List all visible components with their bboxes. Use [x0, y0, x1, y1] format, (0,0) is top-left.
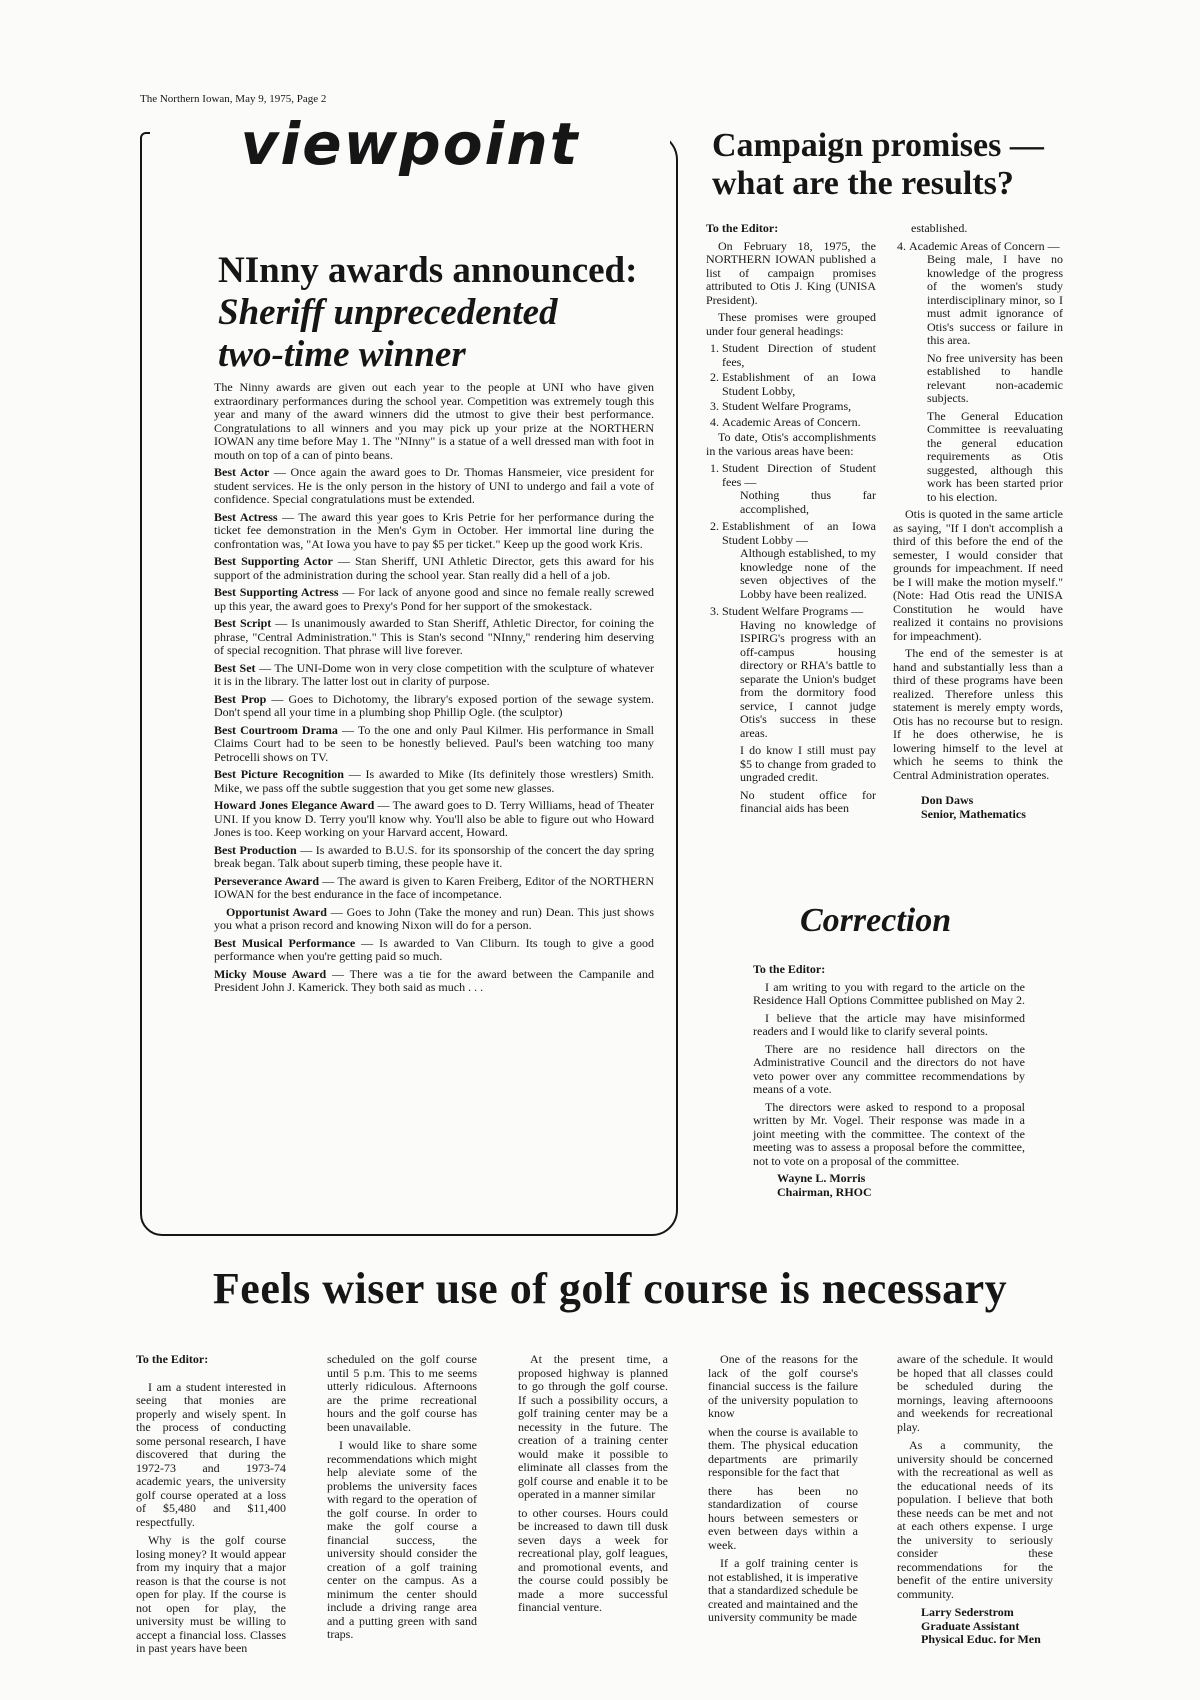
- signature-title: Chairman, RHOC: [777, 1184, 872, 1199]
- award-paragraph: [214, 511, 654, 552]
- list-item: 3. Student Welfare Programs,: [722, 400, 876, 414]
- correction-salutation: To the Editor:: [753, 962, 826, 976]
- award-text: — Goes to John (Take the money and run) Dean. This just shows you what a prison record and knowing Nixon will do for a person.: [214, 904, 654, 932]
- list-item: 2. Establishment of an Iowa Student Lobby,: [722, 371, 876, 398]
- campaign-paragraph: Otis is quoted in the same article as saying, "If I don't accomplish a third of this before the end of the semester, I would consider that grounds for impeachment. If need be I will make the motion myself." (Note: Had Otis read the UNISA Constitution he would have realized it contains no provisions for impeachment).: [893, 507, 1063, 643]
- ninny-article-body: [214, 381, 654, 999]
- result-title: Academic Areas of Concern —: [909, 238, 1060, 253]
- award-paragraph: [214, 937, 654, 964]
- result-title: Student Direction of Student fees —: [722, 461, 876, 489]
- campaign-results-list: [706, 462, 876, 816]
- award-name: Best Musical Performance: [214, 935, 356, 950]
- ninny-headline-line-2: Sheriff unprecedented: [218, 292, 558, 333]
- result-title: Establishment of an Iowa Student Lobby —: [722, 519, 876, 547]
- award-name: Best Set: [214, 660, 256, 675]
- award-text: — The award goes to D. Terry Williams, head of Theater UNI. If you know D. Terry you'll know why. You'll also be able to figure out who Howard Jones is too. Keep working on your Harvard accent, Howard.: [214, 798, 654, 839]
- award-text: — Goes to Dichotomy, the library's exposed portion of the sewage system. Don't spend all your time in a plumbing shop Phillip Ogle. (the sculptor): [214, 691, 655, 719]
- ninny-headline-line-3: two-time winner: [218, 334, 466, 375]
- list-item: 1. Student Direction of student fees,: [722, 342, 876, 369]
- award-paragraph: [214, 662, 654, 689]
- award-name: Best Production: [214, 842, 297, 857]
- award-text: — The UNI-Dome won in very close competition with the sculpture of whatever it is in the library. The latter lost out in clarity of purpose.: [214, 660, 654, 688]
- campaign-column-1: [706, 222, 876, 820]
- golf-column-3: [518, 1353, 668, 1620]
- result-text: Nothing thus far accomplished,: [740, 488, 876, 516]
- campaign-headings-list: [706, 342, 876, 429]
- golf-paragraph: scheduled on the golf course until 5 p.m. This to me seems utterly ridiculous. Afternoons are the prime recreational hours and the golf course has been unavailable.: [327, 1352, 477, 1434]
- campaign-results-list-continued: [893, 240, 1063, 505]
- page-folio: The Northern Iowan, May 9, 1975, Page 2: [140, 93, 327, 105]
- award-text: — Is awarded to Mike (Its definitely those wrestlers) Smith. Mike, we pass off the subtle suggestion that you get some new glasses.: [214, 767, 655, 795]
- result-title: Student Welfare Programs —: [722, 604, 864, 618]
- award-paragraph: [214, 875, 654, 902]
- award-text: — Stan Sheriff, UNI Athletic Director, gets this award for his support of the administration during the school year. Stan really did a hell of a job.: [214, 554, 654, 582]
- golf-paragraph: aware of the schedule. It would be hoped that all classes could be scheduled during the mornings, leaving afternooons and weekends for recreational play.: [897, 1352, 1053, 1434]
- award-name: Best Script: [214, 616, 272, 630]
- campaign-salutation: To the Editor:: [706, 221, 779, 235]
- list-item: [722, 605, 876, 816]
- award-text: — Once again the award goes to Dr. Thomas Hansmeier, vice president for student services. He is the only person in the history of UNI to undergo and fail a vote of confidence. Special congratulations must be extended.: [214, 465, 654, 506]
- award-name: Best Actor: [214, 465, 270, 479]
- result-text: established.: [911, 221, 968, 235]
- golf-paragraph: At the present time, a proposed highway is planned to go through the golf course. If such a possibility occurs, a golf training center may be a necessity in the future. The creation of a training center would make it possible to eliminate all classes from the golf course and enable it to be operated in a manner similar: [518, 1352, 668, 1501]
- golf-salutation: To the Editor:: [136, 1352, 209, 1366]
- list-item: [722, 462, 876, 516]
- award-paragraph: [214, 586, 654, 613]
- golf-paragraph: As a community, the university should be concerned with the recreational as well as the educational needs of its population. I believe that both these needs can be met and not at each others expense. I urge the university to seriously consider these recommendations for the benefit of the entire university community.: [897, 1438, 1053, 1601]
- ninny-intro: The Ninny awards are given out each year to the people at UNI who have given extraordinary performances during the school year. Competition was extremely tough this year and many of the award winners did the utmost to give their best performance. Congratulations to all winners and you may pick up your prize at the NORTHERN IOWAN any time before May 1. The "NInny" is a statue of a well dressed man with foot in mouth on top of a can of pinto beans.: [214, 380, 654, 462]
- award-name: Howard Jones Elegance Award: [214, 798, 375, 812]
- list-item: [722, 520, 876, 601]
- award-name: Best Supporting Actor: [214, 554, 333, 568]
- campaign-signature: [893, 794, 1063, 821]
- result-text: No free university has been established to handle relevant non-academic subjects.: [927, 350, 1063, 405]
- award-paragraph: [214, 555, 654, 582]
- award-name: Best Actress: [214, 509, 278, 524]
- correction-paragraph: I am writing to you with regard to the article on the Residence Hall Options Committee published on May 2.: [753, 979, 1025, 1007]
- result-text: I do know I still must pay $5 to change from graded to ungraded credit.: [740, 743, 876, 784]
- golf-paragraph: One of the reasons for the lack of the golf course's financial success is the failure of the university population to know: [708, 1352, 858, 1420]
- golf-column-2: [327, 1353, 477, 1647]
- award-paragraph: [214, 968, 654, 995]
- golf-paragraph: there has been no standardization of course hours between semesters or even between days within a week.: [708, 1483, 858, 1552]
- award-paragraph: [214, 693, 654, 720]
- campaign-paragraph: On February 18, 1975, the NORTHERN IOWAN published a list of campaign promises attributed to Otis J. King (UNISA President).: [706, 238, 876, 307]
- award-name: Micky Mouse Award: [214, 966, 327, 981]
- golf-paragraph: Why is the golf course losing money? It would appear from my inquiry that a major reason is that the course is not open for play. If the course is not open for play, the university must be willing to accept a financial loss. Classes in past years have been: [136, 1533, 286, 1655]
- award-text: — To the one and only Paul Kilmer. His performance in Small Claims Court had to be seen to be honestly believed. Paul's been watching too many Petrocelli shows on TV.: [214, 722, 654, 764]
- award-text: — Is awarded to B.U.S. for its sponsorship of the concert the day spring break began. Talk about superb timing, these people have it.: [214, 842, 654, 870]
- golf-paragraph: If a golf training center is not established, it is imperative that a standardized schedule be created and maintained and the university community be made: [708, 1556, 858, 1624]
- golf-headline: Feels wiser use of golf course is necessary: [212, 1264, 1008, 1313]
- golf-paragraph: when the course is available to them. The physical education departments are primarily responsible for the fact that: [708, 1424, 858, 1479]
- golf-paragraph: I am a student interested in seeing that monies are properly and wisely spent. In the process of conducting some personal research, I have discovered that during the 1972-73 and 1973-74 academic years, the university golf course operated at a loss of $5,480 and $11,400 respectfully.: [136, 1379, 286, 1529]
- correction-paragraph: The directors were asked to respond to a proposal written by Mr. Vogel. Their response was made in a joint meeting with the committee. The context of the meeting was to assess a proposal before the committee, not to vote on a proposal of the committee.: [753, 1099, 1025, 1168]
- campaign-headline-line-2: what are the results?: [712, 165, 1014, 202]
- campaign-column-2: [893, 222, 1063, 821]
- correction-paragraph: I believe that the article may have misinformed readers and I would like to clarify several points.: [753, 1010, 1025, 1038]
- award-text: — The award this year goes to Kris Petrie for her performance during the ticket fee demonstration in the Men's Gym in October. Her immortal line during the confrontation was, "At Iowa you have to pay $5 per ticket." Keep up the good work Kris.: [214, 509, 654, 551]
- result-text: The General Education Committee is reevaluating the general education requirements as Otis suggested, although this work has been started prior to his election.: [927, 408, 1063, 504]
- golf-column-5: [897, 1353, 1053, 1647]
- campaign-headline: [712, 127, 1072, 203]
- correction-headline: Correction: [800, 902, 952, 939]
- campaign-paragraph: These promises were grouped under four general headings:: [706, 310, 876, 338]
- award-name: Opportunist Award: [226, 904, 327, 919]
- viewpoint-masthead: viewpoint: [150, 110, 670, 178]
- award-paragraph: [214, 768, 654, 795]
- campaign-paragraph: The end of the semester is at hand and substantially less than a third of these programs have been realized. Therefore unless this statement is merely empty words, Otis has no recourse but to resign. If he does otherwise, he is lowering himself to the level at which he seems to think the Central Administration operates.: [893, 646, 1063, 782]
- award-text: — For lack of anyone good and since no female really screwed up this year, the award goes to Prexy's Pond for her support of the smokestack.: [214, 585, 655, 613]
- correction-paragraph: There are no residence hall directors on the Administrative Council and the directors do not have veto power over any committee recommendations by means of a vote.: [753, 1041, 1025, 1096]
- list-item: 4. Academic Areas of Concern.: [722, 416, 876, 430]
- award-paragraph: [214, 799, 654, 840]
- golf-paragraph: I would like to share some recommendations which might help aleviate some of the problems the university faces with regard to the operation of the golf course. In order to make the golf course a financial success, the university should consider the creation of a golf training center on the campus. As a minimum the center should include a driving range area and a putting green with sand traps.: [327, 1438, 477, 1641]
- award-paragraph: [214, 906, 654, 933]
- golf-paragraph: to other courses. Hours could be increased to dawn till dusk seven days a week for recreational play, golf leagues, and promotional events, and the course could possibly be made a more successful financial venture.: [518, 1505, 668, 1614]
- result-text: Being male, I have no knowledge of the progress of the women's study interdisciplinary minor, so I must admit ignorance of Otis's success or failure in this area.: [927, 252, 1063, 347]
- result-text: Although established, to my knowledge none of the seven objectives of the Lobby have been realized.: [740, 546, 876, 601]
- award-paragraph: [214, 617, 654, 658]
- golf-column-1: [136, 1353, 286, 1661]
- award-name: Perseverance Award: [214, 873, 320, 888]
- signature-name: Wayne L. Morris: [777, 1171, 866, 1185]
- award-name: Best Supporting Actress: [214, 585, 339, 599]
- award-paragraph: [214, 466, 654, 507]
- correction-signature: [753, 1172, 1025, 1199]
- award-paragraph: [214, 724, 654, 765]
- list-item: [909, 240, 1063, 505]
- campaign-paragraph: To date, Otis's accomplishments in the various areas have been:: [706, 430, 876, 458]
- award-text: — Is awarded to Van Cliburn. Its tough to give a good performance when you're getting paid so much.: [214, 935, 654, 963]
- result-text: No student office for financial aids has been: [740, 787, 876, 815]
- award-paragraph: [214, 844, 654, 871]
- golf-signature: [897, 1606, 1053, 1647]
- award-text: — There was a tie for the award between the Campanile and President John J. Kamerick. They both said as much . . .: [214, 966, 654, 994]
- signature-title: Senior, Mathematics: [921, 806, 1026, 821]
- award-name: Best Picture Recognition: [214, 767, 344, 781]
- signature-title: Physical Educ. for Men: [921, 1632, 1041, 1646]
- award-name: Best Prop: [214, 691, 267, 706]
- award-text: — The award is given to Karen Freiberg, Editor of the NORTHERN IOWAN for the best endurance in the face of incompetance.: [214, 873, 654, 901]
- result-text: Having no knowledge of ISPIRG's progress with an off-campus housing directory or RHA's battle to separate the Union's budget from the dormitory food service, I cannot judge Otis's success in these areas.: [740, 617, 876, 740]
- signature-title: Graduate Assistant: [921, 1618, 1020, 1633]
- correction-body: [753, 963, 1025, 1199]
- signature-name: Larry Sederstrom: [921, 1605, 1014, 1619]
- ninny-headline: [218, 250, 658, 376]
- ninny-headline-line-1: NInny awards announced:: [218, 250, 638, 291]
- award-text: — Is unanimously awarded to Stan Sheriff, Athletic Director, for coining the phrase, "Central Administration." This is Stan's second "NInny," rendering him deserving of special recognition. That phrase will live forever.: [214, 616, 655, 657]
- golf-column-4: [708, 1353, 858, 1630]
- campaign-headline-line-1: Campaign promises —: [712, 127, 1044, 164]
- signature-name: Don Daws: [921, 793, 974, 807]
- award-name: Best Courtroom Drama: [214, 722, 338, 737]
